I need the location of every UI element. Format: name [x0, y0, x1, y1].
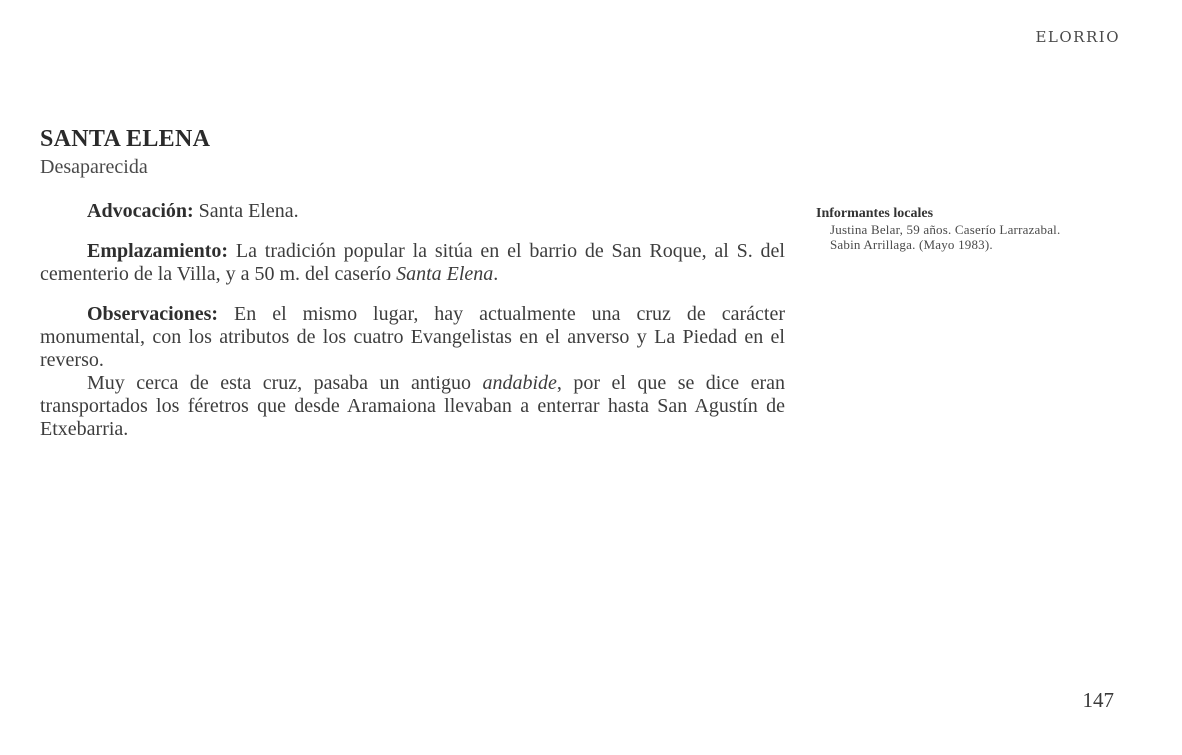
emplazamiento-label: Emplazamiento:: [87, 240, 229, 262]
advocacion-label: Advocación:: [87, 200, 194, 222]
andabide-end: , por el que se dice eran transportados los féretros que desde Aramaiona llevaban a enterrar hasta San Agustín de Etxebarria.: [40, 372, 785, 440]
observaciones-paragraph: [40, 303, 785, 372]
advocacion-paragraph: [40, 200, 785, 223]
emplazamiento-end: .: [493, 263, 499, 285]
entry-subtitle: Desaparecida: [40, 156, 148, 178]
andabide-italic: andabide: [482, 372, 557, 394]
entry-body: [40, 200, 785, 441]
sidenote-title: Informantes locales: [816, 206, 934, 221]
emplazamiento-text: La tradición popular la sitúa en el barrio de San Roque, al S. del cementerio de la Villa, y a 50 m. del caserío: [40, 240, 785, 285]
sidenote: [816, 205, 1088, 252]
entry-title: SANTA ELENA: [40, 126, 211, 152]
advocacion-text: Santa Elena.: [193, 200, 299, 222]
running-head: ELORRIO: [1035, 28, 1120, 46]
andabide-text: Muy cerca de esta cruz, pasaba un antiguo: [87, 372, 483, 394]
page-number: 147: [1082, 688, 1114, 712]
emplazamiento-italic: Santa Elena: [396, 263, 494, 285]
observaciones-label: Observaciones:: [87, 303, 219, 325]
observaciones-text: En el mismo lugar, hay actualmente una cruz de carácter monumental, con los atributos de los cuatro Evangelistas en el anverso y La Piedad en el reverso.: [40, 303, 785, 371]
emplazamiento-paragraph: [40, 240, 785, 286]
andabide-paragraph: [40, 372, 785, 441]
sidenote-body: Justina Belar, 59 años. Caserío Larrazabal. Sabin Arrillaga. (Mayo 1983).: [830, 222, 1061, 252]
